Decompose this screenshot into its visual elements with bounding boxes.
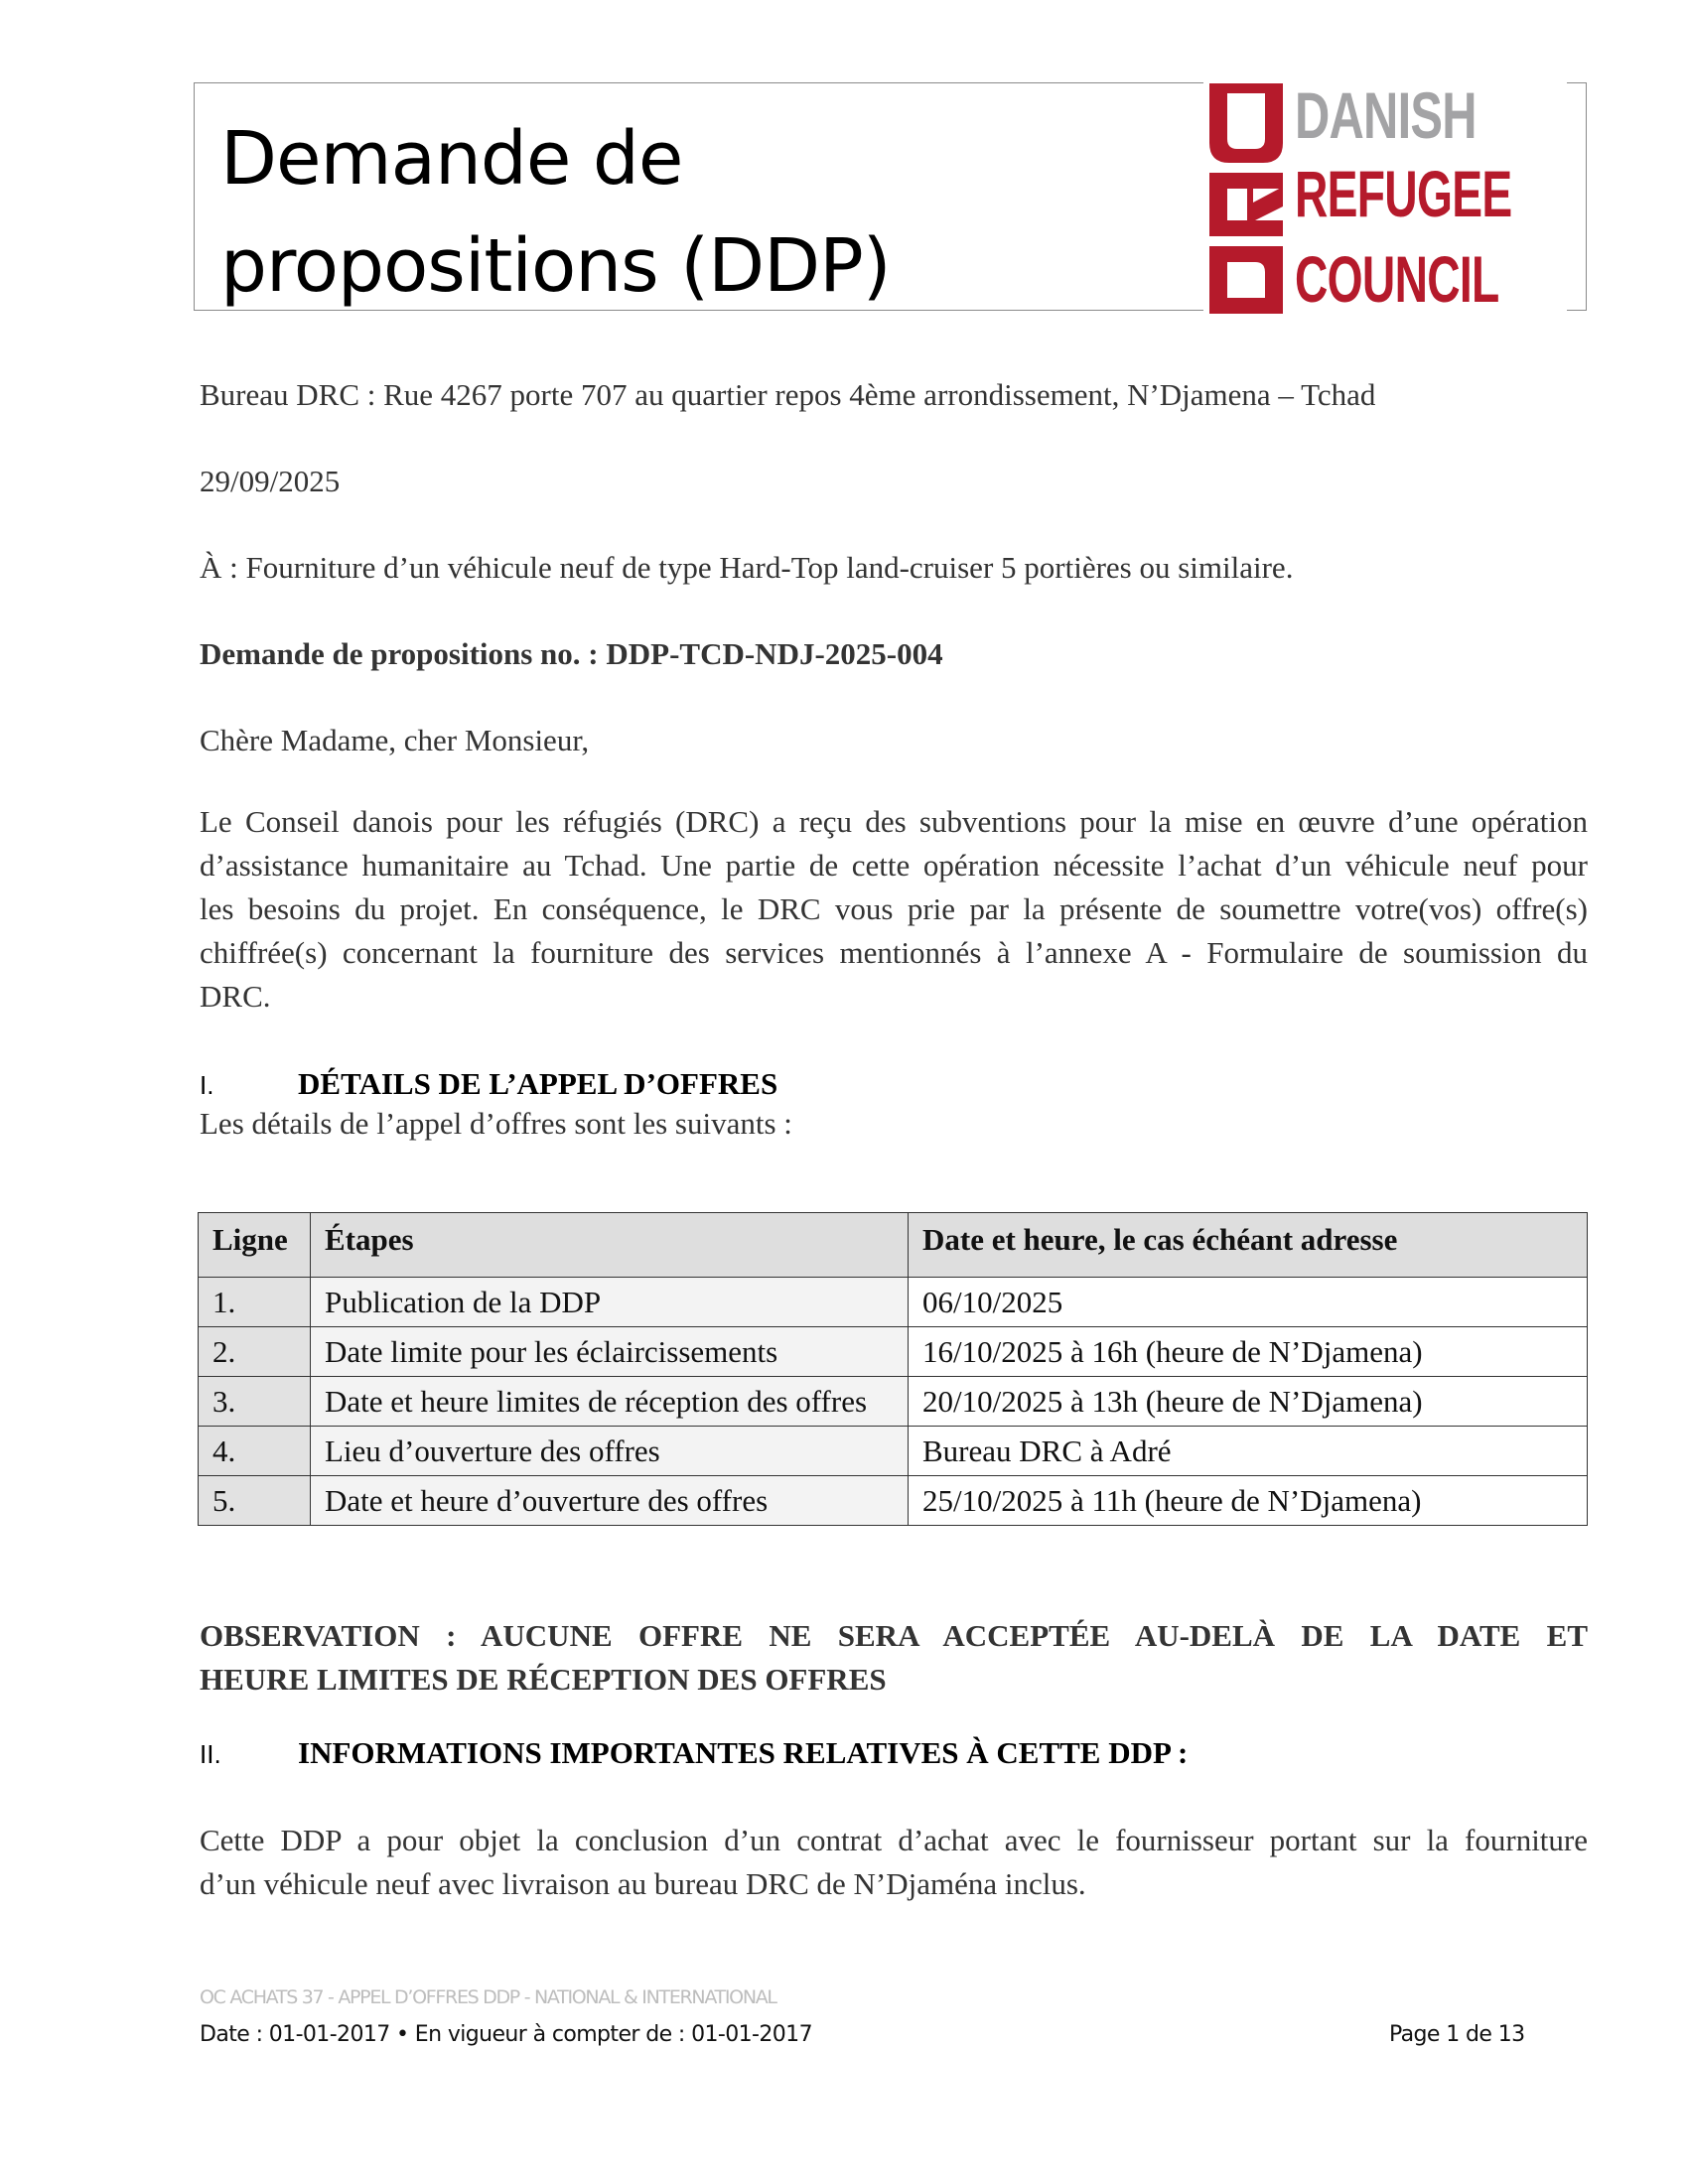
- paragraph-line: d’assistance humanitaire au Tchad. Une partie de cette opération nécessite l’achat d’un véhicule neuf pour: [200, 848, 1588, 883]
- intro-paragraph: [200, 800, 1588, 1019]
- cell-date: 16/10/2025 à 16h (heure de N’Djamena): [909, 1327, 1588, 1377]
- section-title: INFORMATIONS IMPORTANTES RELATIVES À CETTE DDP :: [298, 1735, 1189, 1770]
- section-heading-2: [200, 1735, 1188, 1771]
- logo-letter-d: [1209, 246, 1283, 314]
- salutation: Chère Madame, cher Monsieur,: [200, 723, 590, 757]
- footer-document-ref: OC ACHATS 37 - APPEL D’OFFRES DDP - NATIONAL & INTERNATIONAL: [200, 1986, 776, 2008]
- cell-step: Date et heure d’ouverture des offres: [311, 1476, 909, 1526]
- paragraph-line: d’un véhicule neuf avec livraison au bureau DRC de N’Djaména inclus.: [200, 1866, 1086, 1901]
- paragraph-line: Cette DDP a pour objet la conclusion d’un contrat d’achat avec le fournisseur portant sur la fourniture: [200, 1823, 1588, 1857]
- drc-monogram-icon: [1203, 77, 1289, 320]
- observation-line: HEURE LIMITES DE RÉCEPTION DES OFFRES: [200, 1662, 887, 1697]
- cell-step: Date limite pour les éclaircissements: [311, 1327, 909, 1377]
- logo-word-refugee: REFUGEE: [1295, 157, 1512, 230]
- paragraph-line: Le Conseil danois pour les réfugiés (DRC) a reçu des subventions pour la mise en œuvre d’une opération: [200, 804, 1588, 839]
- table-row: [199, 1427, 1588, 1476]
- column-header-steps: Étapes: [311, 1213, 909, 1278]
- cell-line: 1.: [199, 1278, 311, 1327]
- section2-paragraph: [200, 1819, 1588, 1906]
- cell-line: 4.: [199, 1427, 311, 1476]
- paragraph-line: DRC.: [200, 979, 271, 1014]
- section-lead: Les détails de l’appel d’offres sont les suivants :: [200, 1106, 792, 1141]
- cell-date: 20/10/2025 à 13h (heure de N’Djamena): [909, 1377, 1588, 1427]
- column-header-date: Date et heure, le cas échéant adresse: [909, 1213, 1588, 1278]
- table-row: [199, 1377, 1588, 1427]
- footer-page-number: Page 1 de 13: [1389, 2022, 1525, 2047]
- cell-date: 06/10/2025: [909, 1278, 1588, 1327]
- observation-line: OBSERVATION : AUCUNE OFFRE NE SERA ACCEPTÉE AU-DELÀ DE LA DATE ET: [200, 1618, 1588, 1653]
- office-address: Bureau DRC : Rue 4267 porte 707 au quartier repos 4ème arrondissement, N’Djamena – Tchad: [200, 377, 1376, 412]
- paragraph-line: chiffrée(s) concernant la fourniture des services mentionnés à l’annexe A - Formulaire de soumission du: [200, 935, 1588, 970]
- cell-step: Lieu d’ouverture des offres: [311, 1427, 909, 1476]
- footer-date-line: Date : 01-01-2017 • En vigueur à compter de : 01-01-2017: [200, 2022, 812, 2047]
- section-number: II.: [200, 1739, 221, 1769]
- logo-letter-c: [1209, 83, 1283, 163]
- cell-step: Publication de la DDP: [311, 1278, 909, 1327]
- document-title: [220, 105, 891, 311]
- drc-logo: [1203, 77, 1567, 320]
- subject-line: À : Fourniture d’un véhicule neuf de type Hard-Top land-cruiser 5 portières ou similaire.: [200, 550, 1294, 585]
- tender-details-table: [198, 1212, 1588, 1526]
- section-number: I.: [200, 1070, 214, 1100]
- column-header-line: Ligne: [199, 1213, 311, 1278]
- logo-wordmark: [1295, 79, 1563, 322]
- cell-line: 5.: [199, 1476, 311, 1526]
- logo-word-danish: DANISH: [1295, 78, 1477, 152]
- cell-date: Bureau DRC à Adré: [909, 1427, 1588, 1476]
- section-title: DÉTAILS DE L’APPEL D’OFFRES: [298, 1066, 778, 1101]
- section-heading-1: [200, 1066, 777, 1102]
- logo-word-council: COUNCIL: [1295, 242, 1499, 316]
- cell-line: 2.: [199, 1327, 311, 1377]
- cell-date: 25/10/2025 à 11h (heure de N’Djamena): [909, 1476, 1588, 1526]
- cell-step: Date et heure limites de réception des offres: [311, 1377, 909, 1427]
- table-header-row: [199, 1213, 1588, 1278]
- title-line-2: propositions (DDP): [220, 223, 891, 309]
- cell-line: 3.: [199, 1377, 311, 1427]
- table-row: [199, 1476, 1588, 1526]
- rfp-reference: Demande de propositions no. : DDP-TCD-NDJ-2025-004: [200, 636, 943, 671]
- logo-letter-r: [1209, 173, 1283, 236]
- letter-date: 29/09/2025: [200, 464, 341, 498]
- table-row: [199, 1327, 1588, 1377]
- title-line-1: Demande de: [220, 116, 683, 202]
- observation-notice: [200, 1614, 1588, 1702]
- table-row: [199, 1278, 1588, 1327]
- paragraph-line: les besoins du projet. En conséquence, le DRC vous prie par la présente de soumettre votre(vos) offre(s): [200, 891, 1588, 926]
